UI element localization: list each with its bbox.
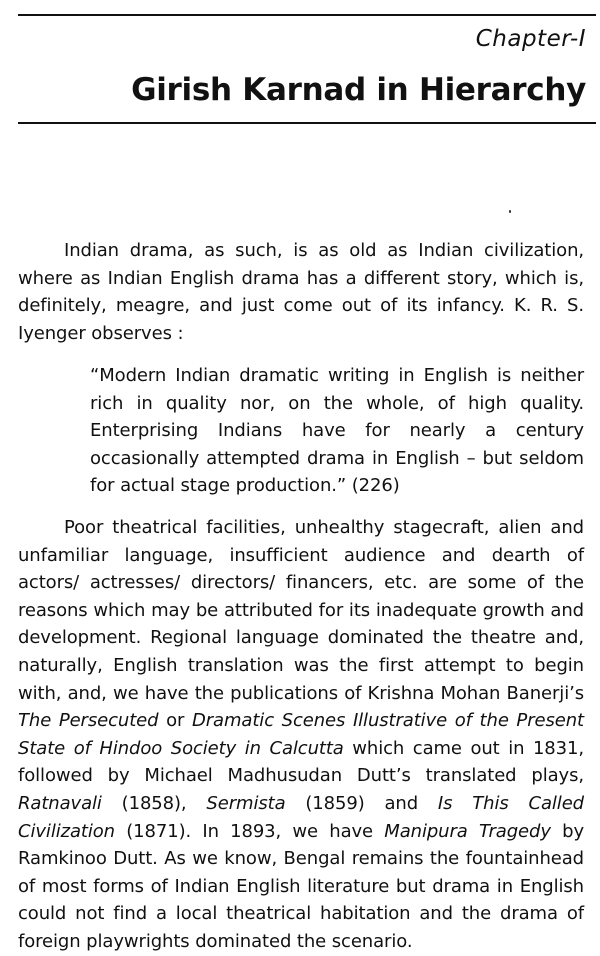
- work-title: The Persecuted: [18, 710, 159, 732]
- paragraph-2: [18, 514, 584, 956]
- paragraph-2-segment: Poor theatrical facilities, unhealthy stagecraft, alien and unfamiliar language, insufficient audience and dearth of actors/ actresses/ directors/ financers, etc. are some of the reasons which may be attributed for its inadequate growth and development. Regional language dominated the theatre and, naturally, English translation was the first attempt to begin with, and, we have the publications of Krishna Mohan Banerji’s: [18, 517, 584, 704]
- block-quote: [90, 362, 584, 500]
- quote-text: “Modern Indian dramatic writing in English is neither rich in quality nor, on the whole, of high quality. Enterprising Indians have for nearly a century occasionally attempted drama in English – but seldom for actual stage production.” (226): [90, 365, 584, 497]
- work-title: Sermista: [206, 792, 286, 814]
- chapter-label: Chapter-I: [475, 26, 586, 52]
- paragraph-2-segment: (1859) and: [285, 792, 438, 814]
- paragraph-2-segment: by Ramkinoo Dutt. As we know, Bengal remains the fountainhead of most forms of Indian English literature but drama in English could not find a local theatrical habitation and the drama of foreign playwrights dominated the scenario.: [18, 820, 585, 952]
- work-title: Ratnavali: [18, 792, 102, 814]
- chapter-title: Girish Karnad in Hierarchy: [131, 72, 586, 108]
- work-title: Manipura Tragedy: [384, 820, 551, 842]
- paragraph-1-text: Indian drama, as such, is as old as Indian civilization, where as Indian English drama has a different story, which is, definitely, meagre, and just come out of its infancy. K. R. S. Iyenger observes :: [18, 240, 584, 344]
- work-title: Is This Called Civilization: [18, 792, 584, 842]
- paragraph-2-segment: (1871). In 1893, we have: [114, 820, 385, 842]
- paragraph-2-segment: (1858),: [101, 792, 207, 814]
- paragraph-2-segment: which came out in 1831, followed by Michael Madhusudan Dutt’s translated plays,: [18, 737, 584, 787]
- paragraph-2-segment: or: [158, 710, 192, 732]
- header-top-rule: [18, 14, 596, 16]
- header-bottom-rule: [18, 122, 596, 124]
- work-title: Dramatic Scenes Illustrative of the Present State of Hindoo Society in Calcutta: [18, 710, 584, 759]
- print-speck: [509, 210, 511, 213]
- paragraph-1: [18, 237, 584, 347]
